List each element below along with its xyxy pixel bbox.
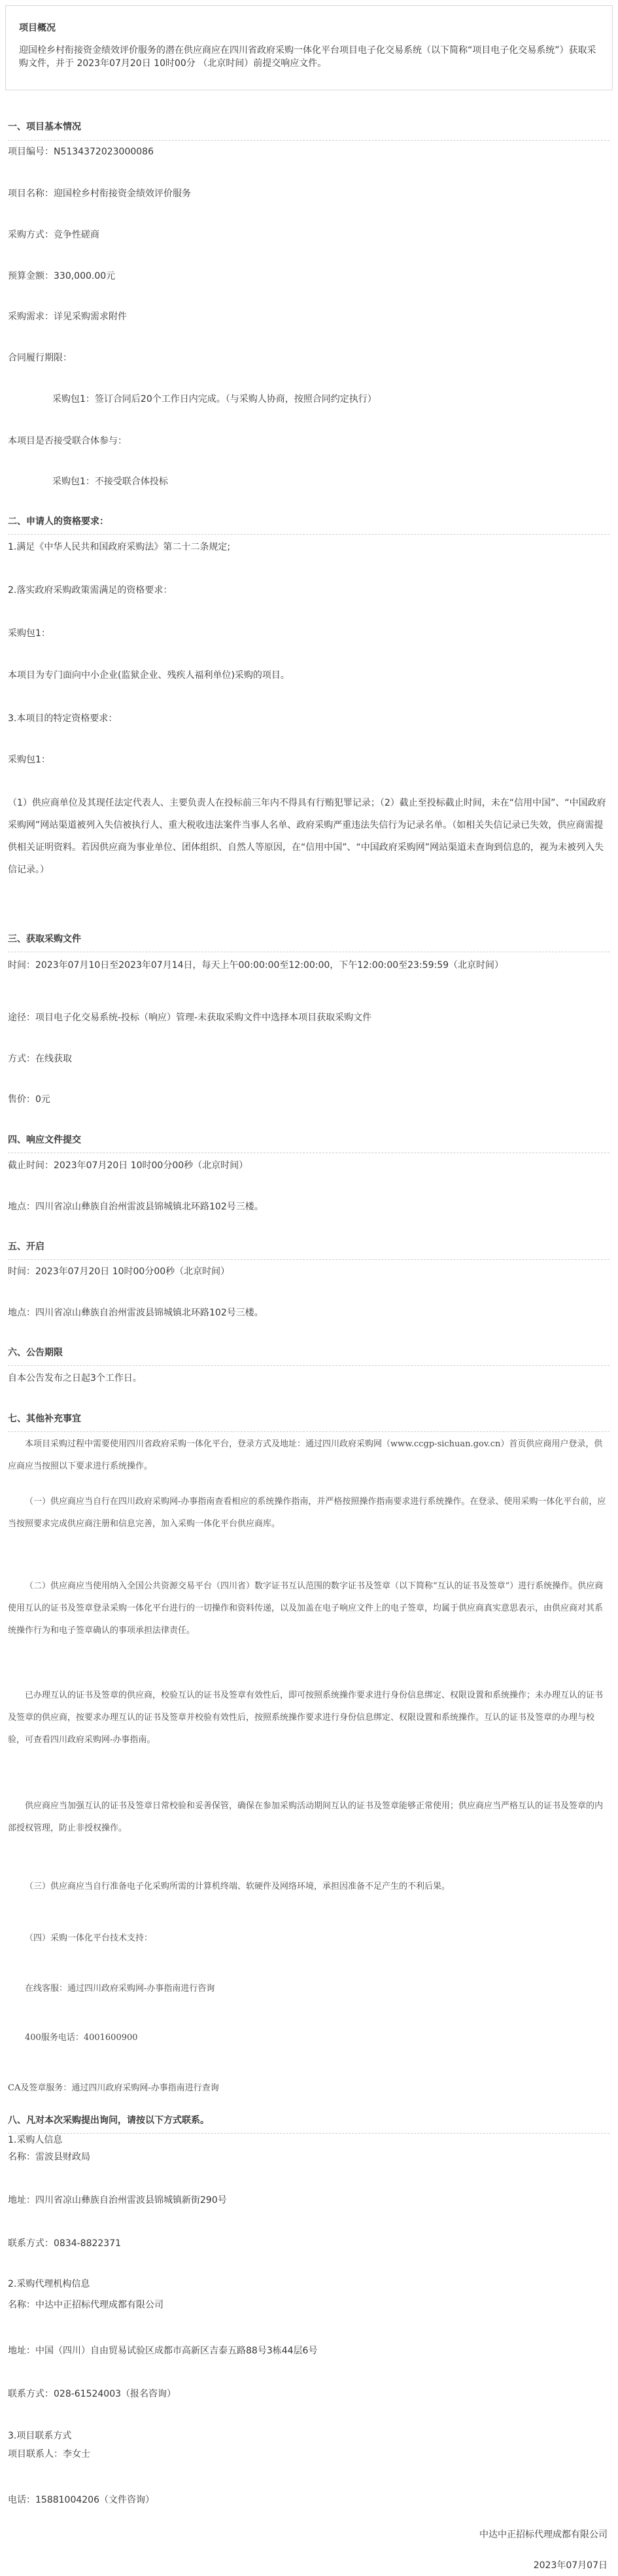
section-divider bbox=[8, 1365, 609, 1366]
section-divider bbox=[8, 534, 609, 535]
opening-time: 时间：2023年07月20日 10时00分00秒（北京时间） bbox=[8, 1266, 230, 1277]
submission-deadline: 截止时间：2023年07月20日 10时00分00秒（北京时间） bbox=[8, 1160, 249, 1171]
acquire-way: 途径：项目电子化交易系统-投标（响应）管理-未获取采购文件中选择本项目获取采购文件 bbox=[8, 1012, 372, 1023]
online-service: 在线客服：通过四川政府采购网-办事指南进行咨询 bbox=[25, 1984, 215, 1994]
footer-company: 中达中正招标代理成都有限公司 bbox=[479, 2530, 608, 2540]
opening-place: 地点：四川省凉山彝族自治州雷波县锦城镇北环路102号三楼。 bbox=[8, 1308, 264, 1318]
requirement-3: 3.本项目的特定资格要求： bbox=[8, 713, 118, 724]
section-1-heading: 一、项目基本情况 bbox=[8, 122, 81, 132]
acquire-mode: 方式：在线获取 bbox=[8, 1054, 72, 1064]
section-2-heading: 二、申请人的资格要求： bbox=[8, 516, 109, 527]
overview-title: 项目概况 bbox=[19, 23, 56, 33]
section-divider bbox=[8, 1259, 609, 1260]
requirement-2: 2.落实政府采购政策需满足的资格要求： bbox=[8, 585, 173, 596]
overview-text: 迎国栓乡村衔接资金绩效评价服务的潜在供应商应在四川省政府采购一体化平台项目电子化交易系统（以下简称“项目电子化交易系统”）获取采购文件，并于 2023年07月20日 10时00分 （北京时间）前提交响应文件。 bbox=[19, 45, 596, 69]
supplement-paragraph-1: 本项目采购过程中需要使用四川省政府采购一体化平台，登录方式及地址：通过四川政府采购网（www.ccgp-sichuan.gov.cn）首页供应商用户登录，供应商应当按照以下要求进行系统操作。 bbox=[8, 1439, 603, 1471]
supplement-paragraph-3: （二）供应商应当使用纳入全国公共资源交易平台（四川省）数字证书互认范围的数字证书及签章（以下简称“互认的证书及签章”）进行系统操作。供应商使用互认的证书及签章登录采购一体化平台进行的一切操作和资料传递，以及加盖在电子响应文件上的电子签章，均属于供应商真实意思表示，由供应商对其系统操作行为和电子签章确认的事项承担法律责任。 bbox=[8, 1581, 604, 1636]
agency-contact: 联系方式：028-61524003（报名咨询） bbox=[8, 2389, 177, 2399]
section-divider bbox=[8, 140, 609, 141]
project-contact-label: 3.项目联系方式 bbox=[8, 2431, 72, 2441]
supplement-paragraph-2: （一）供应商应当自行在四川政府采购网-办事指南查看相应的系统操作指南，并严格按照操作指南要求进行系统操作。在登录、使用采购一体化平台前，应当按照要求完成供应商注册和信息完善，加入采购一体化平台供应商库。 bbox=[8, 1497, 606, 1529]
section-4-heading: 四、响应文件提交 bbox=[8, 1135, 81, 1145]
footer-date: 2023年07月07日 bbox=[533, 2560, 608, 2571]
section-6-heading: 六、公告期限 bbox=[8, 1348, 63, 1358]
section-divider bbox=[8, 1431, 609, 1432]
section-7-heading: 七、其他补充事宜 bbox=[8, 1414, 81, 1424]
section-8-heading: 八、凡对本次采购提出询问，请按以下方式联系。 bbox=[8, 2115, 209, 2126]
section-3-heading: 三、获取采购文件 bbox=[8, 934, 81, 944]
acquire-time: 时间：2023年07月10日至2023年07月14日，每天上午00:00:00至12:00:00，下午12:00:00至23:59:59（北京时间） bbox=[8, 960, 504, 971]
project-name: 项目名称：迎国栓乡村衔接资金绩效评价服务 bbox=[8, 188, 191, 199]
purchaser-address: 地址：四川省凉山彝族自治州雷波县锦城镇新街290号 bbox=[8, 2195, 227, 2206]
overview-box bbox=[5, 5, 613, 90]
purchase-method: 采购方式：竞争性磋商 bbox=[8, 230, 99, 240]
supplement-paragraph-4: 已办理互认的证书及签章的供应商，校验互认的证书及签章有效性后，即可按照系统操作要求进行身份信息绑定、权限设置和系统操作；未办理互认的证书及签章的供应商，按要求办理互认的证书及签章并校验有效性后，按照系统操作要求进行身份信息绑定、权限设置和系统操作。互认的证书及签章的办理与校验，可查看四川政府采购网-办事指南。 bbox=[8, 1690, 604, 1745]
special-requirements-text: （1）供应商单位及其现任法定代表人、主要负责人在投标前三年内不得具有行贿犯罪记录；（2）截止至投标截止时间，未在“信用中国”、“中国政府采购网”网站渠道被列入失信被执行人、重大税收违法案件当事人名单、政府采购严重违法失信行为记录名单。（如相关失信记录已失效，供应商需提供相关证明资料。若因供应商为事业单位、团体组织、自然人等原因，在“信用中国”、“中国政府采购网”网站渠道未查询到信息的，视为未被列入失信记录。） bbox=[8, 798, 606, 875]
package-1-label-b: 采购包1： bbox=[8, 755, 50, 765]
service-hotline: 400服务电话：4001600900 bbox=[25, 2033, 138, 2043]
ca-signature-service: CA及签章服务：通过四川政府采购网-办事指南进行查询 bbox=[8, 2083, 219, 2093]
contract-term-label: 合同履行期限： bbox=[8, 353, 72, 363]
consortium-label: 本项目是否接受联合体参与： bbox=[8, 436, 127, 446]
supplement-paragraph-6: （三）供应商应当自行准备电子化采购所需的计算机终端、软硬件及网络环境，承担因准备不足产生的不利后果。 bbox=[25, 1882, 451, 1891]
technical-support-label: （四）采购一体化平台技术支持： bbox=[25, 1933, 153, 1943]
project-contact-phone: 电话：15881004206（文件咨询） bbox=[8, 2495, 154, 2505]
budget-amount: 预算金额：330,000.00元 bbox=[8, 271, 116, 281]
purchaser-contact: 联系方式：0834-8822371 bbox=[8, 2238, 122, 2249]
purchaser-info-label: 1.采购人信息 bbox=[8, 2135, 63, 2145]
package-1-label-a: 采购包1： bbox=[8, 628, 50, 639]
agency-address: 地址：中国（四川）自由贸易试验区成都市高新区吉泰五路88号3栋44层6号 bbox=[8, 2346, 318, 2356]
package-1-consortium: 采购包1：不接受联合体投标 bbox=[52, 476, 168, 487]
package-1-policy-text: 本项目为专门面向中小企业(监狱企业、残疾人福利单位)采购的项目。 bbox=[8, 670, 290, 681]
agency-info-label: 2.采购代理机构信息 bbox=[8, 2279, 90, 2289]
notice-period: 自本公告发布之日起3个工作日。 bbox=[8, 1373, 142, 1384]
submission-place: 地点：四川省凉山彝族自治州雷波县锦城镇北环路102号三楼。 bbox=[8, 1202, 264, 1212]
section-5-heading: 五、开启 bbox=[8, 1242, 44, 1252]
agency-name: 名称：中达中正招标代理成都有限公司 bbox=[8, 2300, 163, 2310]
package-1-term: 采购包1：签订合同后20个工作日内完成。（与采购人协商，按照合同约定执行） bbox=[52, 394, 377, 404]
purchaser-name: 名称：雷波县财政局 bbox=[8, 2152, 90, 2162]
project-contact-person: 项目联系人：李女士 bbox=[8, 2449, 90, 2460]
project-number: 项目编号：N5134372023000086 bbox=[8, 147, 154, 157]
document-price: 售价：0元 bbox=[8, 1094, 50, 1105]
requirement-1: 1.满足《中华人民共和国政府采购法》第二十二条规定; bbox=[8, 542, 231, 552]
purchase-demand: 采购需求：详见采购需求附件 bbox=[8, 312, 127, 322]
supplement-paragraph-5: 供应商应当加强互认的证书及签章日常校验和妥善保管，确保在参加采购活动期间互认的证书及签章能够正常使用；供应商应当严格互认的证书及签章的内部授权管理，防止非授权操作。 bbox=[8, 1801, 604, 1833]
